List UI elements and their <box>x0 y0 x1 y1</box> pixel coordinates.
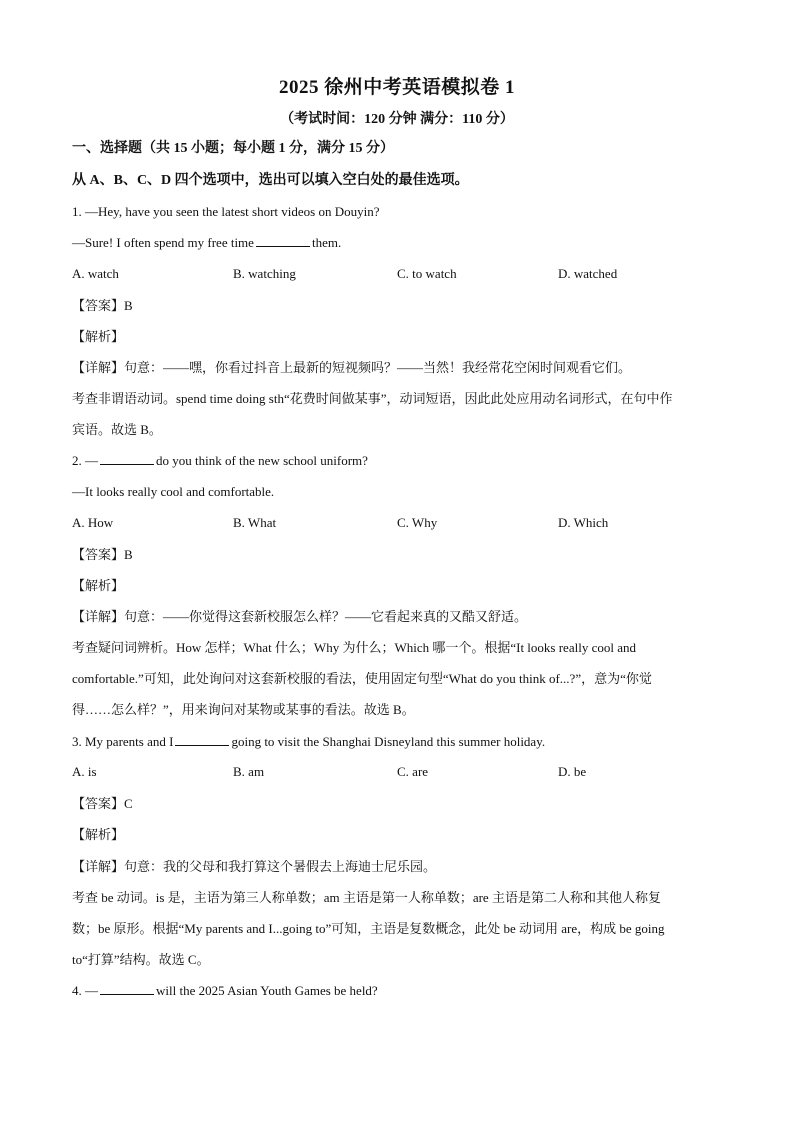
q2-option-b: B. What <box>233 515 277 530</box>
q2-answer: 【答案】B <box>72 547 133 562</box>
q1-reply <box>72 234 341 252</box>
q1-reply-pre: —Sure! I often spend my free time <box>72 235 254 250</box>
q1-analysis-label: 【解析】 <box>72 329 125 344</box>
q3-explanation-3: to“打算”结构。故选 C。 <box>72 952 210 967</box>
q2-stem <box>72 452 368 470</box>
q3-stem-pre: 3. My parents and I <box>72 734 174 749</box>
q4-stem <box>72 982 378 1000</box>
q3-option-d: D. be <box>558 764 587 779</box>
q3-option-a: A. is <box>72 764 97 779</box>
q1-explanation-2: 宾语。故选 B。 <box>72 422 162 437</box>
q2-option-a: A. How <box>72 515 114 530</box>
q1-explanation-1: 考查非谓语动词。spend time doing sth“花费时间做某事”，动词短语，因此此处应用动名词形式，在句中作 <box>72 391 673 406</box>
q2-explanation-1: 考查疑问词辨析。How 怎样；What 什么；Why 为什么；Which 哪一个。根据“It looks really cool and <box>72 640 636 655</box>
q1-option-a: A. watch <box>72 266 119 281</box>
q2-explanation-3: 得……怎么样？”，用来询问对某物或某事的看法。故选 B。 <box>72 702 415 717</box>
q2-option-d: D. Which <box>558 515 609 530</box>
q1-reply-post: them. <box>311 235 342 250</box>
q3-analysis-label: 【解析】 <box>72 827 125 842</box>
q2-stem-pre: 2. — <box>72 453 98 468</box>
exam-info: （考试时间：120 分钟 满分：110 分） <box>280 112 514 127</box>
q4-blank <box>100 982 154 995</box>
q4-stem-pre: 4. — <box>72 983 98 998</box>
q1-answer: 【答案】B <box>72 298 133 313</box>
q1-stem: 1. —Hey, have you seen the latest short videos on Douyin? <box>72 204 380 219</box>
q2-explanation-2: comfortable.”可知，此处询问对这套新校服的看法，使用固定句型“What do you think of...?”，意为“你觉 <box>72 671 652 686</box>
q3-option-c: C. are <box>397 764 429 779</box>
q1-detail: 【详解】句意：——嘿，你看过抖音上最新的短视频吗？——当然！我经常花空闲时间观看它们。 <box>72 360 632 375</box>
q1-blank <box>256 234 310 247</box>
q3-option-b: B. am <box>233 764 265 779</box>
q1-option-c: C. to watch <box>397 266 457 281</box>
page-title: 2025 徐州中考英语模拟卷 1 <box>278 77 515 98</box>
q2-blank <box>100 452 154 465</box>
q1-option-d: D. watched <box>558 266 618 281</box>
q2-stem-post: do you think of the new school uniform? <box>156 453 368 468</box>
q3-detail: 【详解】句意：我的父母和我打算这个暑假去上海迪士尼乐园。 <box>72 859 437 874</box>
q4-stem-post: will the 2025 Asian Youth Games be held? <box>156 983 378 998</box>
q2-detail: 【详解】句意：——你觉得这套新校服怎么样？——它看起来真的又酷又舒适。 <box>72 609 528 624</box>
q3-blank <box>175 733 229 746</box>
q3-stem <box>72 733 545 751</box>
section-heading: 一、选择题（共 15 小题；每小题 1 分，满分 15 分） <box>72 141 394 156</box>
q1-option-b: B. watching <box>233 266 296 281</box>
q2-analysis-label: 【解析】 <box>72 578 125 593</box>
q2-option-c: C. Why <box>397 515 438 530</box>
q3-stem-post: going to visit the Shanghai Disneyland this summer holiday. <box>231 734 546 749</box>
q3-explanation-1: 考查 be 动词。is 是，主语为第三人称单数；am 主语是第一人称单数；are 主语是第二人称和其他人称复 <box>72 890 661 905</box>
q3-answer: 【答案】C <box>72 796 133 811</box>
section-instruction: 从 A、B、C、D 四个选项中，选出可以填入空白处的最佳选项。 <box>72 173 469 188</box>
q2-reply: —It looks really cool and comfortable. <box>72 484 275 499</box>
q3-explanation-2: 数；be 原形。根据“My parents and I...going to”可知，主语是复数概念，此处 be 动词用 are，构成 be going <box>72 921 665 936</box>
